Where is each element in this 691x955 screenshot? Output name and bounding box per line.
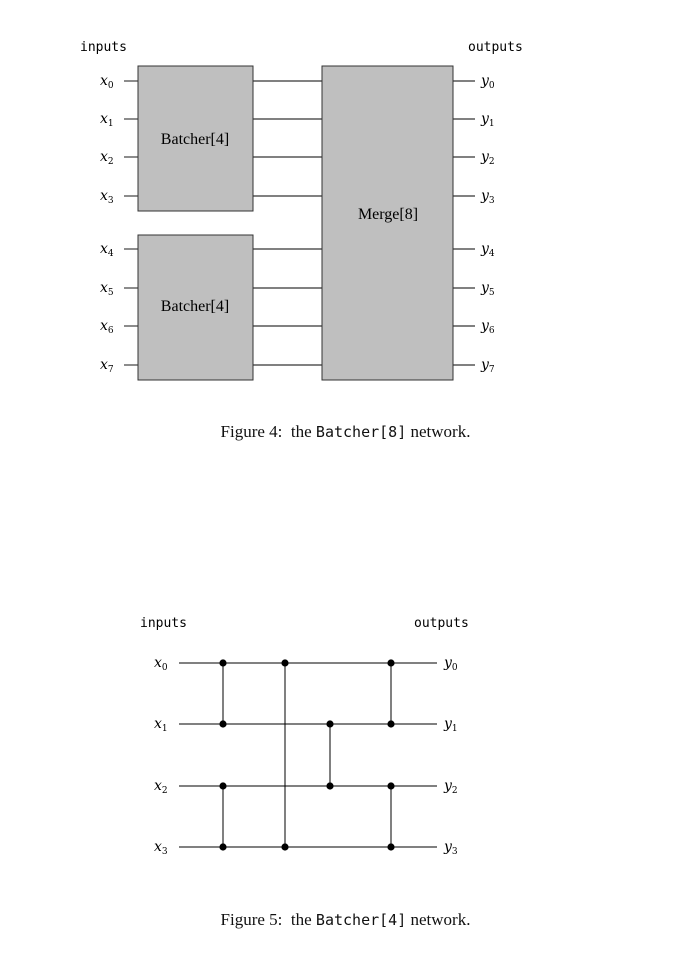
fig4-output-y0-subscript: 0 xyxy=(488,81,495,91)
fig5-output-y0-subscript: 0 xyxy=(451,663,458,673)
fig5-wires xyxy=(179,663,437,847)
comparator-1-bottom-dot xyxy=(219,843,226,850)
comparator-5-top-dot xyxy=(387,782,394,789)
fig5-input-x1 xyxy=(154,716,168,734)
fig4-input-x6 xyxy=(100,318,114,336)
fig4-output-y6 xyxy=(480,318,495,336)
fig4-input-x6-subscript: 6 xyxy=(107,326,114,336)
comparator-4-bottom-dot xyxy=(387,720,394,727)
fig4-caption-code: Batcher[8] xyxy=(315,423,407,441)
fig4-output-y5-subscript: 5 xyxy=(488,288,495,298)
fig5-caption-prefix: Figure 5: the xyxy=(220,910,316,929)
fig4-input-x7 xyxy=(100,357,114,375)
fig5-input-x1-subscript: 1 xyxy=(161,724,168,734)
fig4-caption-prefix: Figure 4: the xyxy=(220,422,316,441)
fig4-input-x0 xyxy=(100,73,114,91)
fig4-input-x2 xyxy=(100,149,114,167)
batcher-bottom-label: Batcher[4] xyxy=(160,298,230,315)
comparator-3-top-dot xyxy=(326,720,333,727)
fig4-output-y0-base: y xyxy=(481,73,489,89)
fig5-caption-suffix: network. xyxy=(406,910,471,929)
fig5-output-y2-subscript: 2 xyxy=(451,786,458,796)
fig5-input-x0-subscript: 0 xyxy=(161,663,168,673)
fig4-output-y1-subscript: 1 xyxy=(488,119,495,129)
batcher-top-label: Batcher[4] xyxy=(160,131,230,148)
fig5-inputs-heading: inputs xyxy=(140,616,187,631)
fig5-caption-code: Batcher[4] xyxy=(315,911,407,929)
fig5-input-x3-base: x xyxy=(154,839,162,855)
fig5-input-x1-base: x xyxy=(154,716,162,732)
fig4-input-x2-subscript: 2 xyxy=(107,157,114,167)
fig5-comparators xyxy=(219,659,394,850)
fig5-input-x3 xyxy=(154,839,168,857)
fig4-input-x4-subscript: 4 xyxy=(107,249,114,259)
fig4-input-x0-subscript: 0 xyxy=(107,81,114,91)
fig4-output-y7-subscript: 7 xyxy=(488,365,495,375)
fig4-output-y0 xyxy=(480,73,495,91)
fig5-output-y3-subscript: 3 xyxy=(451,847,458,857)
fig4-input-x2-base: x xyxy=(100,149,108,165)
fig4-input-x5-base: x xyxy=(100,280,108,296)
fig5-output-y0 xyxy=(443,655,458,673)
fig4-output-y7 xyxy=(480,357,495,375)
fig5-output-y3 xyxy=(443,839,458,857)
fig5-input-x0-base: x xyxy=(154,655,162,671)
fig4-output-y4 xyxy=(480,241,495,259)
fig4-output-y6-subscript: 6 xyxy=(488,326,495,336)
fig4-input-x3-base: x xyxy=(100,188,108,204)
fig4-output-y5-base: y xyxy=(481,280,489,296)
comparator-2-top-dot xyxy=(281,659,288,666)
fig4-output-y3-base: y xyxy=(481,188,489,204)
fig4-output-y3-subscript: 3 xyxy=(488,196,495,206)
comparator-2-bottom-dot xyxy=(281,843,288,850)
fig5-output-y1-subscript: 1 xyxy=(451,724,458,734)
fig4-output-y4-subscript: 4 xyxy=(488,249,495,259)
merge-label: Merge[8] xyxy=(357,206,419,223)
fig4-output-y2-base: y xyxy=(481,149,489,165)
fig5-output-y0-base: y xyxy=(444,655,452,671)
fig4-output-y6-base: y xyxy=(481,318,489,334)
merge-box xyxy=(322,66,453,380)
fig4-input-x3-subscript: 3 xyxy=(107,196,114,206)
comparator-0-top-dot xyxy=(219,659,226,666)
fig4-output-y7-base: y xyxy=(481,357,489,373)
comparator-1-top-dot xyxy=(219,782,226,789)
fig4-output-y4-base: y xyxy=(481,241,489,257)
fig5-output-y2-base: y xyxy=(444,778,452,794)
fig4-input-x4 xyxy=(100,241,114,259)
comparator-0-bottom-dot xyxy=(219,720,226,727)
fig4-caption-suffix: network. xyxy=(406,422,471,441)
fig4-input-x4-base: x xyxy=(100,241,108,257)
fig5-input-x2-base: x xyxy=(154,778,162,794)
fig5-output-y3-base: y xyxy=(444,839,452,855)
fig4-output-y2 xyxy=(480,149,495,167)
fig4-input-x7-base: x xyxy=(100,357,108,373)
fig4-outputs-heading: outputs xyxy=(468,40,523,55)
fig4-output-y3 xyxy=(480,188,495,206)
fig5-input-x2 xyxy=(154,778,168,796)
fig5-io-labels xyxy=(154,655,458,857)
fig5-input-x2-subscript: 2 xyxy=(161,786,168,796)
fig4-input-x0-base: x xyxy=(100,73,108,89)
fig5-output-y1-base: y xyxy=(444,716,452,732)
comparator-3-bottom-dot xyxy=(326,782,333,789)
figure-4-batcher8-network xyxy=(80,40,523,380)
figure-4-caption xyxy=(0,422,691,442)
fig4-output-y1-base: y xyxy=(481,111,489,127)
fig4-input-x1-base: x xyxy=(100,111,108,127)
fig5-input-x0 xyxy=(154,655,168,673)
fig5-outputs-heading: outputs xyxy=(414,616,469,631)
fig4-input-x3 xyxy=(100,188,114,206)
fig4-input-x6-base: x xyxy=(100,318,108,334)
fig4-input-x7-subscript: 7 xyxy=(107,365,114,375)
fig5-input-x3-subscript: 3 xyxy=(161,847,168,857)
fig4-input-x1 xyxy=(100,111,114,129)
comparator-4-top-dot xyxy=(387,659,394,666)
fig4-output-y1 xyxy=(480,111,495,129)
fig4-input-x5 xyxy=(100,280,114,298)
fig4-input-x5-subscript: 5 xyxy=(107,288,114,298)
fig5-output-y2 xyxy=(443,778,458,796)
fig5-output-y1 xyxy=(443,716,458,734)
fig4-output-y5 xyxy=(480,280,495,298)
fig4-input-x1-subscript: 1 xyxy=(107,119,114,129)
comparator-5-bottom-dot xyxy=(387,843,394,850)
figure-5-caption xyxy=(0,910,691,930)
fig4-output-y2-subscript: 2 xyxy=(488,157,495,167)
figure-5-batcher4-network xyxy=(140,616,469,857)
fig4-inputs-heading: inputs xyxy=(80,40,127,55)
